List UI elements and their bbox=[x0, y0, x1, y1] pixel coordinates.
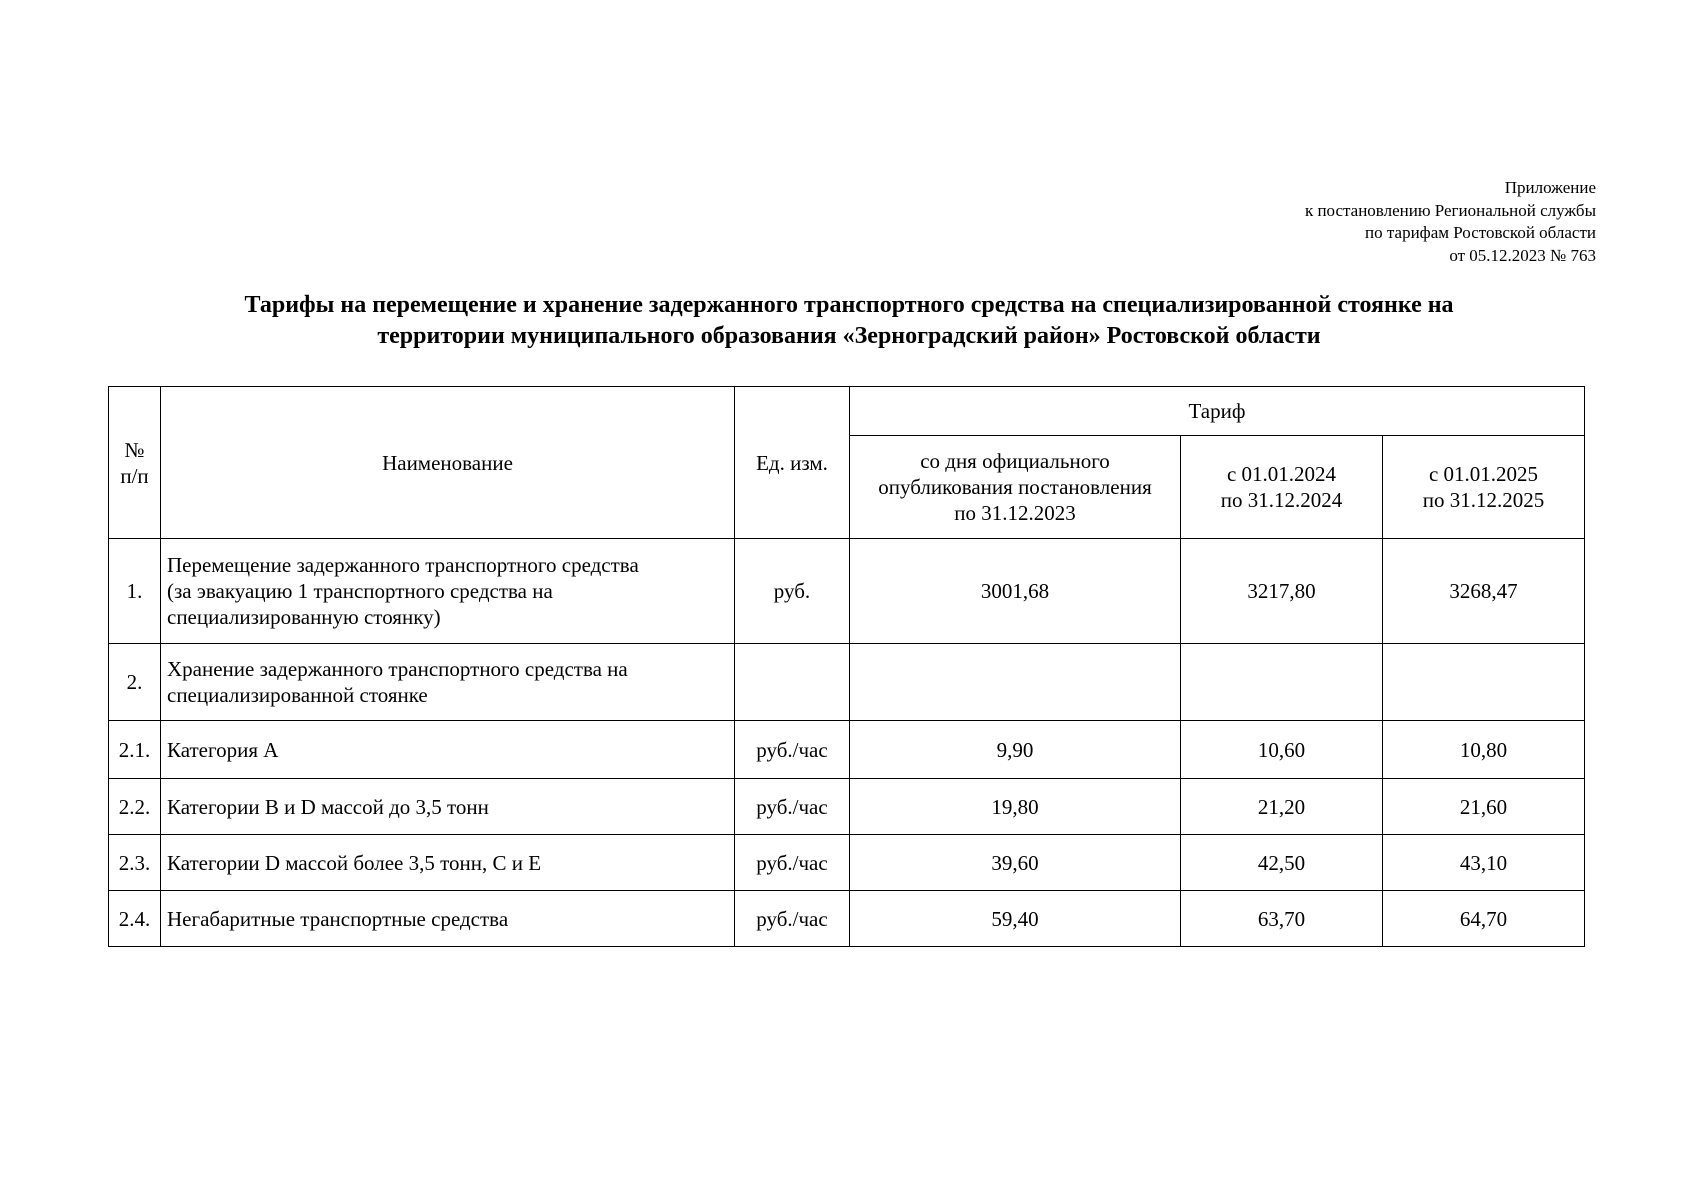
row-value-period-3 bbox=[1383, 644, 1585, 721]
row-value-period-1: 59,40 bbox=[850, 891, 1181, 947]
row-value-period-3: 64,70 bbox=[1383, 891, 1585, 947]
row-value-period-1: 39,60 bbox=[850, 835, 1181, 891]
row-number: 2. bbox=[109, 644, 161, 721]
row-unit: руб./час bbox=[735, 835, 850, 891]
header-period-1 bbox=[850, 436, 1181, 539]
header-number-line: п/п bbox=[120, 463, 149, 488]
appendix-line: к постановлению Региональной службы bbox=[1304, 200, 1596, 220]
row-name: Категория А bbox=[161, 721, 735, 779]
header-tariff: Тариф bbox=[850, 387, 1585, 436]
row-unit: руб./час bbox=[735, 779, 850, 835]
table-row bbox=[109, 539, 1585, 644]
row-number: 1. bbox=[109, 539, 161, 644]
row-value-period-1: 9,90 bbox=[850, 721, 1181, 779]
document-title-line: Тарифы на перемещение и хранение задержанного транспортного средства на специализированной стоянке на bbox=[244, 292, 1454, 318]
row-name-line: специализированную стоянку) bbox=[167, 605, 441, 629]
table-row bbox=[109, 721, 1585, 779]
header-unit: Ед. изм. bbox=[735, 387, 850, 539]
appendix-line: Приложение bbox=[1504, 178, 1596, 197]
header-period-1-line: со дня официального bbox=[920, 449, 1110, 473]
header-period-3 bbox=[1383, 436, 1585, 539]
row-number: 2.1. bbox=[109, 721, 161, 779]
header-period-1-line: по 31.12.2023 bbox=[954, 501, 1076, 525]
appendix-line: от 05.12.2023 № 763 bbox=[1449, 245, 1596, 265]
row-unit: руб./час bbox=[735, 721, 850, 779]
header-period-3-line: с 01.01.2025 bbox=[1428, 462, 1539, 486]
table-row bbox=[109, 891, 1585, 947]
row-name: Категории В и D массой до 3,5 тонн bbox=[161, 779, 735, 835]
row-value-period-2: 3217,80 bbox=[1181, 539, 1383, 644]
row-value-period-1: 3001,68 bbox=[850, 539, 1181, 644]
row-unit: руб./час bbox=[735, 891, 850, 947]
row-value-period-2: 21,20 bbox=[1181, 779, 1383, 835]
row-value-period-3: 10,80 bbox=[1383, 721, 1585, 779]
row-number: 2.4. bbox=[109, 891, 161, 947]
row-name bbox=[161, 644, 735, 721]
row-value-period-3: 3268,47 bbox=[1383, 539, 1585, 644]
header-period-2-line: по 31.12.2024 bbox=[1220, 488, 1343, 512]
row-name-line: (за эвакуацию 1 транспортного средства на bbox=[167, 579, 553, 603]
row-number: 2.3. bbox=[109, 835, 161, 891]
row-name-line: специализированной стоянке bbox=[167, 683, 428, 707]
header-period-2-line: с 01.01.2024 bbox=[1226, 462, 1337, 486]
appendix-line: по тарифам Ростовской области bbox=[1365, 223, 1596, 242]
document-title bbox=[0, 290, 1698, 352]
row-name bbox=[161, 539, 735, 644]
row-number: 2.2. bbox=[109, 779, 161, 835]
row-value-period-1: 19,80 bbox=[850, 779, 1181, 835]
row-value-period-3: 21,60 bbox=[1383, 779, 1585, 835]
table-row bbox=[109, 779, 1585, 835]
table-row bbox=[109, 644, 1585, 721]
row-name: Категории D массой более 3,5 тонн, С и Е bbox=[161, 835, 735, 891]
row-value-period-2: 10,60 bbox=[1181, 721, 1383, 779]
header-number-line: № bbox=[124, 437, 145, 462]
row-name-line: Хранение задержанного транспортного средства на bbox=[167, 657, 628, 681]
appendix-block bbox=[1305, 177, 1596, 267]
row-unit: руб. bbox=[735, 539, 850, 644]
row-value-period-2: 63,70 bbox=[1181, 891, 1383, 947]
row-value-period-2: 42,50 bbox=[1181, 835, 1383, 891]
table-row bbox=[109, 835, 1585, 891]
row-value-period-3: 43,10 bbox=[1383, 835, 1585, 891]
row-name: Негабаритные транспортные средства bbox=[161, 891, 735, 947]
tariff-table bbox=[108, 386, 1585, 947]
row-name-line: Перемещение задержанного транспортного средства bbox=[167, 553, 639, 577]
document-title-line: территории муниципального образования «Зерноградский район» Ростовской области bbox=[377, 323, 1321, 349]
table-header-row bbox=[109, 387, 1585, 436]
row-unit bbox=[735, 644, 850, 721]
header-period-1-line: опубликования постановления bbox=[878, 475, 1152, 499]
row-value-period-2 bbox=[1181, 644, 1383, 721]
header-number bbox=[109, 387, 161, 539]
header-name: Наименование bbox=[161, 387, 735, 539]
header-period-3-line: по 31.12.2025 bbox=[1422, 488, 1545, 512]
header-period-2 bbox=[1181, 436, 1383, 539]
row-value-period-1 bbox=[850, 644, 1181, 721]
